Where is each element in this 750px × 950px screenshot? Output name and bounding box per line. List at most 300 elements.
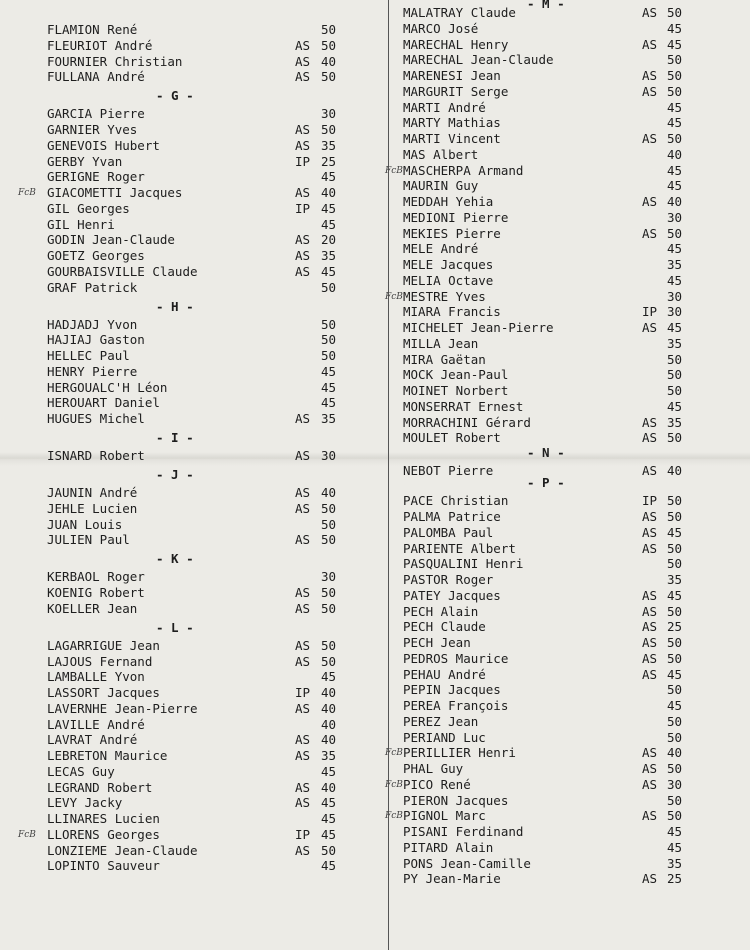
entry-name: JUAN Louis	[47, 516, 123, 532]
entry-name: MARCO José	[403, 20, 479, 36]
entry-score: 50	[667, 367, 683, 383]
entry-score: 35	[321, 748, 337, 763]
entry-name: PACE Christian	[403, 493, 509, 509]
table-row	[0, 685, 380, 701]
table-row	[390, 210, 750, 226]
entry-name: PONS Jean-Camille	[403, 855, 531, 871]
entry-score: 45	[667, 36, 683, 52]
table-row	[390, 761, 750, 777]
table-row	[0, 780, 380, 796]
entry-status: AS	[641, 194, 657, 209]
entry-name: KOELLER Jean	[47, 600, 138, 616]
table-row	[0, 732, 380, 748]
entry-status: AS	[641, 603, 657, 619]
entry-score: 45	[667, 587, 683, 603]
entry-name: FLAMION René	[47, 22, 138, 37]
entry-score: 50	[321, 348, 337, 363]
table-row	[385, 776, 750, 793]
entry-score: 50	[321, 653, 337, 669]
entry-score: 40	[321, 185, 337, 200]
entry-status: IP	[294, 200, 310, 216]
entry-score: 50	[667, 650, 683, 666]
entry-score: 40	[321, 685, 337, 700]
entry-name: MIARA Francis	[403, 304, 501, 320]
table-row	[390, 336, 750, 352]
table-row	[385, 162, 750, 179]
entry-score: 40	[321, 716, 337, 732]
entry-name: MONSERRAT Ernest	[403, 398, 524, 414]
entry-name: MESTRE Yves	[403, 288, 486, 304]
entry-name: PISANI Ferdinand	[403, 824, 524, 839]
entry-name: LASSORT Jacques	[47, 685, 160, 700]
entry-status: AS	[294, 637, 310, 653]
table-row	[0, 517, 380, 533]
entry-status: AS	[641, 36, 657, 52]
entry-status: IP	[294, 153, 310, 169]
entry-score: 50	[667, 383, 683, 398]
entry-name: MOULET Robert	[403, 430, 501, 446]
entry-status: AS	[641, 871, 657, 887]
entry-score: 50	[667, 430, 683, 446]
section-letter-heading: - L -	[156, 619, 194, 635]
entry-score: 50	[667, 225, 683, 241]
entry-score: 40	[321, 53, 337, 69]
entry-score: 45	[321, 826, 337, 842]
entry-status: AS	[641, 509, 657, 524]
entry-status: AS	[294, 411, 310, 426]
table-row	[390, 682, 750, 698]
entry-score: 40	[667, 194, 683, 209]
entry-score: 50	[667, 540, 683, 556]
table-row	[0, 54, 380, 70]
entry-score: 40	[667, 146, 683, 162]
entry-score: 40	[321, 779, 337, 795]
entry-name: MILLA Jean	[403, 335, 479, 351]
table-row	[390, 525, 750, 541]
section-letter-heading: - J -	[156, 467, 194, 482]
entry-status: AS	[641, 635, 657, 650]
handwritten-margin-note: FcB	[385, 779, 403, 790]
entry-score: 35	[321, 137, 337, 153]
entry-score: 50	[667, 493, 683, 509]
entry-status: AS	[641, 463, 657, 479]
entry-name: PASTOR Roger	[403, 572, 494, 587]
entry-name: PEREA François	[403, 698, 509, 713]
entry-status: AS	[294, 748, 310, 763]
entry-status: IP	[294, 826, 310, 842]
entry-name: GERIGNE Roger	[47, 169, 145, 185]
entry-name: LAVRAT André	[47, 732, 138, 748]
entry-name: LLORENS Georges	[47, 826, 160, 842]
entry-status: AS	[641, 320, 657, 335]
entry-score: 25	[667, 871, 683, 887]
entry-score: 20	[321, 232, 337, 248]
table-row	[390, 730, 750, 746]
entry-status: AS	[641, 5, 657, 20]
entry-status: AS	[641, 225, 657, 241]
entry-status: AS	[294, 37, 310, 53]
table-row	[0, 217, 380, 233]
entry-status: AS	[294, 795, 310, 811]
entry-score: 50	[321, 600, 337, 616]
entry-score: 50	[667, 509, 683, 524]
entry-name: GARCIA Pierre	[47, 106, 145, 122]
entry-name: HADJADJ Yvon	[47, 316, 138, 332]
entry-score: 45	[667, 698, 683, 713]
entry-score: 50	[321, 316, 337, 332]
entry-score: 45	[321, 811, 337, 826]
entry-status: IP	[294, 685, 310, 700]
table-row	[0, 232, 380, 248]
table-row	[390, 241, 750, 257]
entry-status: AS	[641, 430, 657, 446]
entry-status: AS	[294, 600, 310, 616]
entry-name: PERILLIER Henri	[403, 745, 516, 761]
entry-score: 45	[667, 162, 683, 178]
entry-score: 45	[321, 200, 337, 216]
entry-name: LAGARRIGUE Jean	[47, 637, 160, 653]
table-row	[0, 601, 380, 617]
table-row	[0, 248, 380, 264]
table-row	[390, 667, 750, 683]
table-row	[390, 619, 750, 635]
table-row	[0, 332, 380, 348]
entry-score: 45	[667, 666, 683, 682]
table-row	[390, 415, 750, 431]
table-row	[390, 856, 750, 872]
entry-score: 50	[321, 122, 337, 137]
entry-status: AS	[641, 540, 657, 556]
table-row	[390, 698, 750, 714]
entry-name: MARGURIT Serge	[403, 83, 509, 99]
entry-status: AS	[294, 779, 310, 795]
table-row	[0, 654, 380, 670]
entry-name: HELLEC Paul	[47, 348, 130, 363]
entry-name: MEDDAH Yehia	[403, 194, 494, 209]
entry-name: LLINARES Lucien	[47, 811, 160, 826]
table-row	[390, 840, 750, 856]
table-row	[390, 352, 750, 368]
entry-score: 50	[667, 792, 683, 808]
table-row	[0, 364, 380, 380]
entry-score: 50	[667, 131, 683, 146]
entry-name: HENRY Pierre	[47, 363, 138, 379]
entry-status: AS	[294, 500, 310, 516]
entry-name: LAMBALLE Yvon	[47, 669, 145, 685]
entry-name: MELE André	[403, 241, 479, 257]
entry-score: 45	[321, 858, 337, 874]
entry-name: MAS Albert	[403, 146, 479, 162]
table-row	[0, 532, 380, 548]
entry-score: 45	[667, 524, 683, 540]
entry-name: PIGNOL Marc	[403, 808, 486, 824]
entry-score: 45	[321, 379, 337, 395]
entry-name: HAJIAJ Gaston	[47, 332, 145, 348]
entry-name: MARECHAL Henry	[403, 36, 509, 52]
entry-score: 25	[321, 153, 337, 169]
entry-name: GERBY Yvan	[47, 153, 123, 169]
entry-score: 45	[321, 395, 337, 411]
table-row	[0, 858, 380, 874]
entry-name: FOURNIER Christian	[47, 53, 183, 69]
entry-name: GOETZ Georges	[47, 248, 145, 263]
entry-name: GIL Georges	[47, 200, 130, 216]
entry-name: PECH Alain	[403, 603, 479, 619]
table-row	[390, 147, 750, 163]
entry-status: AS	[641, 619, 657, 635]
entry-name: MEDIONI Pierre	[403, 209, 509, 225]
entry-score: 30	[667, 288, 683, 304]
entry-name: JEHLE Lucien	[47, 500, 138, 516]
table-row	[390, 21, 750, 37]
table-row	[390, 556, 750, 572]
entry-name: LAVILLE André	[47, 716, 145, 732]
entry-name: JULIEN Paul	[47, 532, 130, 548]
table-row	[390, 84, 750, 100]
table-row	[0, 843, 380, 859]
entry-score: 30	[667, 304, 683, 320]
table-row	[0, 485, 380, 501]
section-letter-heading: - N -	[527, 445, 565, 461]
entry-name: LECAS Guy	[47, 763, 115, 779]
entry-name: PALOMBA Paul	[403, 524, 494, 540]
entry-name: MARENESI Jean	[403, 68, 501, 83]
entry-score: 50	[667, 603, 683, 619]
section-letter-heading: - G -	[156, 88, 194, 104]
entry-name: MORRACHINI Gérard	[403, 414, 531, 430]
entry-score: 50	[321, 279, 337, 295]
table-row	[0, 764, 380, 780]
table-row	[390, 824, 750, 840]
table-row	[0, 348, 380, 364]
entry-name: GODIN Jean-Claude	[47, 232, 175, 248]
table-row	[0, 169, 380, 185]
entry-score: 45	[321, 795, 337, 811]
entry-score: 45	[667, 20, 683, 36]
table-row	[0, 448, 380, 464]
entry-name: MOCK Jean-Paul	[403, 367, 509, 383]
entry-score: 50	[321, 585, 337, 600]
table-row	[0, 795, 380, 811]
entry-name: PEHAU André	[403, 666, 486, 682]
entry-name: PHAL Guy	[403, 761, 464, 776]
entry-score: 50	[321, 516, 337, 532]
table-row	[0, 264, 380, 280]
entry-name: ISNARD Robert	[47, 448, 145, 463]
table-row	[390, 367, 750, 383]
table-row	[0, 154, 380, 170]
entry-status: AS	[294, 700, 310, 716]
entry-name: LAJOUS Fernand	[47, 653, 153, 669]
entry-score: 50	[321, 637, 337, 653]
entry-score: 45	[667, 241, 683, 257]
entry-score: 50	[667, 682, 683, 698]
entry-name: HEROUART Daniel	[47, 395, 160, 411]
entry-status: AS	[294, 53, 310, 69]
entry-score: 50	[321, 37, 337, 53]
entry-name: LEBRETON Maurice	[47, 748, 168, 763]
entry-name: GIL Henri	[47, 216, 115, 232]
entry-name: MAURIN Guy	[403, 178, 479, 194]
table-row	[0, 811, 380, 827]
entry-status: AS	[641, 83, 657, 99]
table-row	[390, 493, 750, 509]
entry-name: MICHELET Jean-Pierre	[403, 320, 554, 335]
entry-status: AS	[294, 448, 310, 463]
entry-score: 30	[667, 209, 683, 225]
table-row	[390, 651, 750, 667]
entry-score: 35	[667, 572, 683, 587]
table-row	[390, 320, 750, 336]
entry-name: PECH Claude	[403, 619, 486, 635]
table-row	[0, 669, 380, 685]
entry-name: MEKIES Pierre	[403, 225, 501, 241]
table-row	[0, 38, 380, 54]
table-row	[0, 827, 380, 843]
entry-score: 50	[667, 83, 683, 99]
entry-score: 50	[667, 5, 683, 20]
table-row	[0, 380, 380, 396]
table-row	[390, 463, 750, 479]
table-row	[0, 22, 380, 38]
entry-score: 50	[667, 351, 683, 367]
table-row	[0, 185, 380, 201]
table-row	[0, 280, 380, 296]
table-row	[390, 5, 750, 21]
entry-name: PECH Jean	[403, 635, 471, 650]
table-row	[390, 430, 750, 446]
entry-status: AS	[294, 122, 310, 137]
entry-name: MELIA Octave	[403, 272, 494, 288]
entry-status: AS	[641, 524, 657, 540]
entry-name: PEREZ Jean	[403, 713, 479, 729]
table-row	[385, 288, 750, 305]
entry-score: 50	[667, 635, 683, 650]
entry-name: PY Jean-Marie	[403, 871, 501, 887]
entry-score: 50	[321, 842, 337, 858]
table-row	[0, 585, 380, 601]
entry-status: AS	[294, 248, 310, 263]
table-row	[390, 194, 750, 210]
table-row	[0, 201, 380, 217]
handwritten-margin-note: FcB	[385, 811, 403, 822]
entry-status: AS	[641, 650, 657, 666]
entry-score: 35	[667, 855, 683, 871]
entry-name: MASCHERPA Armand	[403, 162, 524, 178]
entry-name: PITARD Alain	[403, 839, 494, 855]
entry-name: PICO René	[403, 776, 471, 792]
entry-score: 50	[667, 68, 683, 83]
entry-score: 35	[321, 411, 337, 426]
entry-name: KERBAOL Roger	[47, 569, 145, 585]
table-row	[390, 304, 750, 320]
entry-name: GENEVOIS Hubert	[47, 137, 160, 153]
table-row	[390, 68, 750, 84]
entry-name: GOURBAISVILLE Claude	[47, 263, 198, 279]
table-row	[0, 569, 380, 585]
table-row	[390, 714, 750, 730]
entry-status: AS	[294, 585, 310, 600]
entry-status: AS	[294, 653, 310, 669]
entry-name: HUGUES Michel	[47, 411, 145, 426]
table-row	[0, 501, 380, 517]
entry-name: FLEURIOT André	[47, 37, 153, 53]
entry-name: LEVY Jacky	[47, 795, 123, 811]
entry-name: PEPIN Jacques	[403, 682, 501, 698]
entry-name: MALATRAY Claude	[403, 5, 516, 20]
entry-name: NEBOT Pierre	[403, 463, 494, 479]
table-row	[0, 138, 380, 154]
entry-score: 40	[667, 463, 683, 479]
table-row	[390, 257, 750, 273]
entry-score: 40	[321, 732, 337, 748]
entry-status: AS	[294, 732, 310, 748]
entry-name: PIERON Jacques	[403, 792, 509, 808]
entry-score: 45	[667, 320, 683, 335]
entry-score: 30	[667, 776, 683, 792]
entry-name: MOINET Norbert	[403, 383, 509, 398]
table-row	[385, 808, 750, 824]
entry-name: MARTY Mathias	[403, 115, 501, 131]
entry-status: AS	[294, 485, 310, 500]
table-row	[390, 115, 750, 131]
entry-name: PERIAND Luc	[403, 729, 486, 745]
entry-score: 50	[321, 69, 337, 85]
entry-name: PARIENTE Albert	[403, 540, 516, 556]
entry-status: AS	[641, 776, 657, 792]
section-letter-heading: - I -	[156, 430, 194, 445]
entry-score: 35	[321, 248, 337, 263]
table-row	[0, 395, 380, 411]
entry-score: 30	[321, 448, 337, 463]
entry-name: JAUNIN André	[47, 485, 138, 500]
entry-name: GARNIER Yves	[47, 122, 138, 137]
table-row	[0, 317, 380, 333]
table-row	[390, 131, 750, 147]
table-row	[0, 69, 380, 85]
entry-status: AS	[641, 808, 657, 824]
entry-score: 45	[321, 363, 337, 379]
entry-status: IP	[641, 304, 657, 320]
entry-status: IP	[641, 493, 657, 509]
entry-name: MIRA Gaëtan	[403, 351, 486, 367]
entry-score: 35	[667, 257, 683, 272]
table-row	[390, 635, 750, 651]
entry-name: HERGOUALC'H Léon	[47, 379, 168, 395]
entry-name: GIACOMETTI Jacques	[47, 185, 183, 200]
entry-score: 45	[667, 115, 683, 131]
entry-score: 45	[321, 669, 337, 685]
entry-name: FULLANA André	[47, 69, 145, 85]
table-row	[390, 399, 750, 415]
entry-status: AS	[641, 666, 657, 682]
table-row	[390, 604, 750, 620]
table-row	[385, 745, 750, 761]
entry-status: AS	[641, 68, 657, 83]
entry-score: 45	[667, 398, 683, 414]
entry-score: 50	[667, 729, 683, 745]
entry-score: 50	[667, 713, 683, 729]
entry-score: 45	[321, 763, 337, 779]
entry-score: 45	[667, 824, 683, 839]
entry-name: PATEY Jacques	[403, 587, 501, 603]
table-row	[390, 52, 750, 68]
table-row	[0, 411, 380, 427]
entry-name: KOENIG Robert	[47, 585, 145, 600]
entry-score: 40	[321, 485, 337, 500]
table-row	[0, 638, 380, 654]
entry-name: LOPINTO Sauveur	[47, 858, 160, 874]
